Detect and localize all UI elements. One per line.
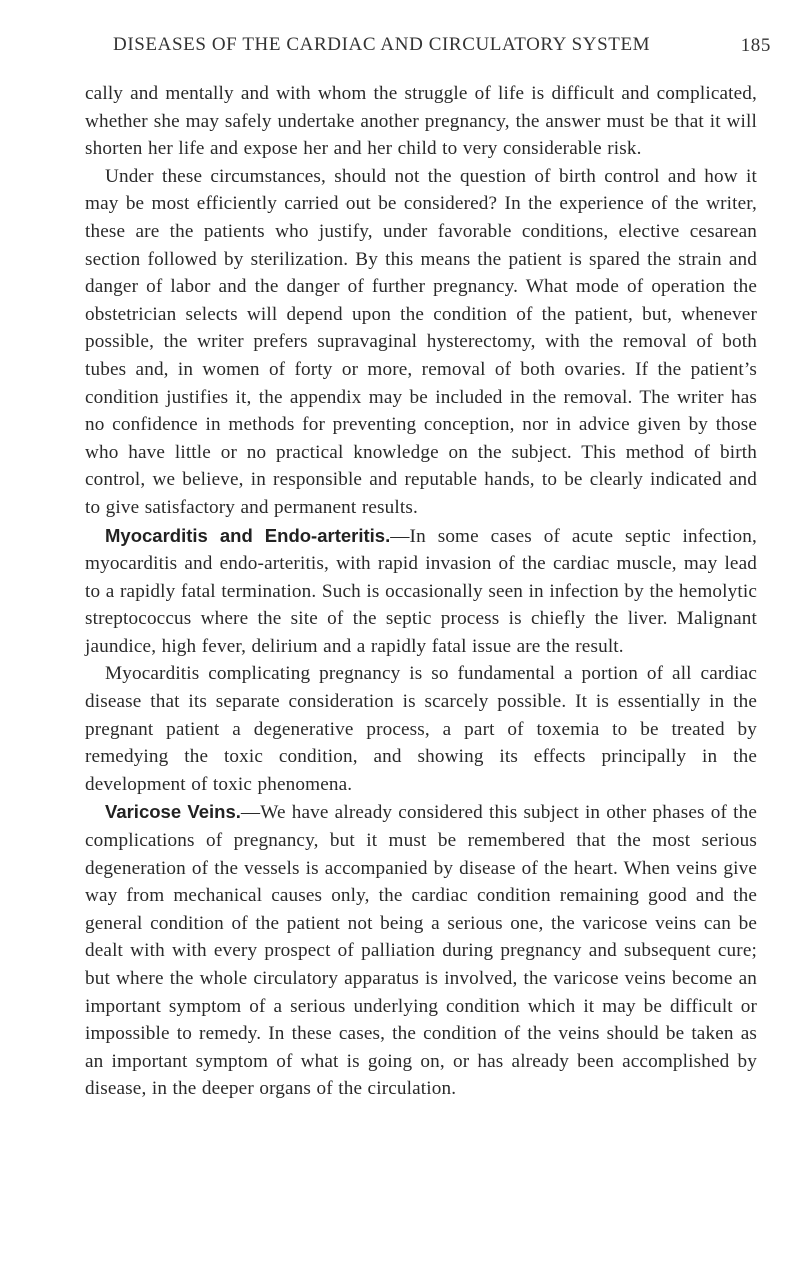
section-heading-varicose-veins: Varicose Veins. bbox=[105, 801, 241, 823]
paragraph-text: Myocarditis complicating pregnancy is so fundamental a portion of all cardiac disease that its separate consideration is scarcely possible. It is essentially in the pregnant patient a degenerative process, a part of toxemia to be treated by remedying the toxic condition, and showing its effects principally in the development of toxic phenomena. bbox=[85, 663, 757, 795]
book-page bbox=[85, 28, 771, 1103]
running-header bbox=[85, 28, 771, 60]
paragraph-text: Under these circumstances, should not the question of birth control and how it may be most efficiently carried out be considered? In the experience of the writer, these are the patients who justify, under favorable conditions, elective cesarean section followed by sterilization. By this means the patient is spared the strain and danger of labor and the danger of further pregnancy. What mode of operation the obstetrician selects will depend upon the condition of the patient, but, whenever possible, the writer prefers supravaginal hysterectomy, with the removal of both tubes and, in women of forty or more, removal of both ovaries. If the patient’s condition justifies it, the appendix may be included in the removal. The writer has no confidence in methods for preventing conception, nor in advice given by those who have little or no practical knowledge on the subject. This method of birth control, we believe, in responsible and reputable hands, to be clearly indicated and to give satisfactory and permanent results. bbox=[85, 165, 757, 518]
paragraph-myocarditis-pregnancy bbox=[85, 660, 757, 798]
paragraph-myocarditis bbox=[85, 522, 757, 661]
paragraph-text: cally and mentally and with whom the struggle of life is difficult and complicated, whether she may safely undertake another pregnancy, the answer must be that it will shorten her life and expose her and her child to very considerable risk. bbox=[85, 83, 757, 160]
body-text bbox=[85, 80, 757, 1103]
section-heading-myocarditis: Myocarditis and Endo-arteritis. bbox=[105, 524, 391, 546]
running-title: DISEASES OF THE CARDIAC AND CIRCULATORY SYSTEM bbox=[113, 34, 651, 55]
paragraph-text: —We have already considered this subject in other phases of the complications of pregnancy, but it must be remembered that the most serious degeneration of the vessels is accompanied by disease of the heart. When veins give way from mechanical causes only, the cardiac condition remaining good and the general condition of the patient not being a serious one, the varicose veins can be dealt with with every prospect of palliation during pregnancy and subsequent cure; but where the whole circulatory apparatus is involved, the varicose veins become an important symptom of a serious underlying condition which it may be difficult or impossible to remedy. In these cases, the condition of the veins should be taken as an important symptom of what is going on, or has already been accomplished by disease, in the deeper organs of the circulation. bbox=[85, 802, 758, 1100]
paragraph-varicose-veins bbox=[85, 798, 757, 1103]
page-number: 185 bbox=[740, 35, 771, 56]
paragraph-text: —In some cases of acute septic infection, myocarditis and endo-arteritis, with rapid invasion of the cardiac muscle, may lead to a rapidly fatal termination. Such is occasionally seen in infection by the hemolytic streptococcus where the site of the septic process is chiefly the liver. Malignant jaundice, high fever, delirium and a rapidly fatal issue are the result. bbox=[85, 525, 757, 657]
paragraph-birth-control bbox=[85, 163, 757, 522]
paragraph-continuation bbox=[85, 80, 757, 163]
